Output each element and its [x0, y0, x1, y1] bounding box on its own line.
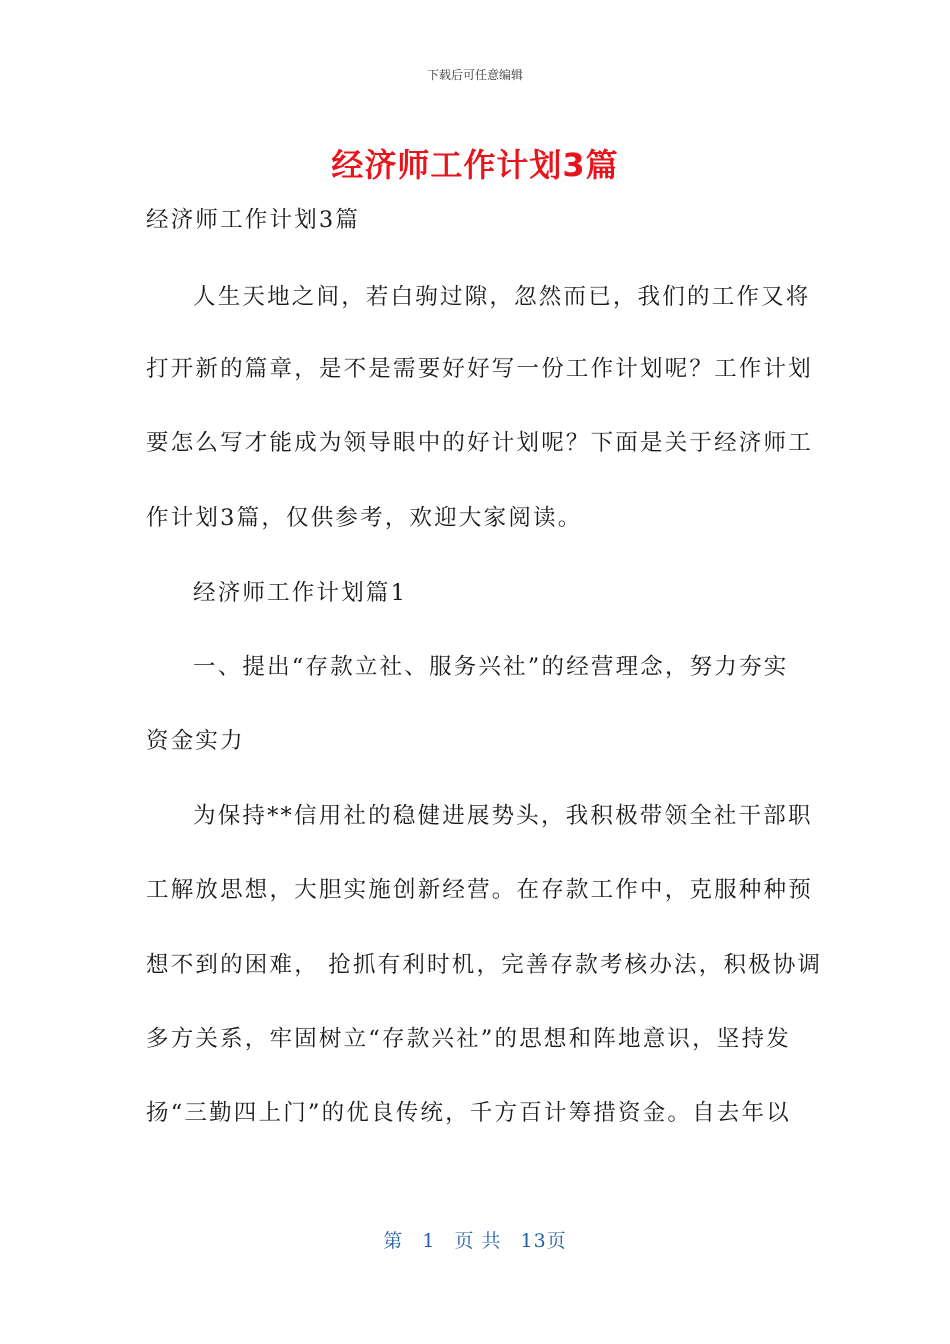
paragraph-line: 打开新的篇章，是不是需要好好写一份工作计划呢？工作计划 [146, 356, 813, 382]
paragraph-line: 人生天地之间，若白驹过隙，忽然而已，我们的工作又将 [193, 284, 811, 310]
footer-total-pages: 13页 [520, 1230, 567, 1252]
paragraph-line: 工解放思想，大胆实施创新经营。在存款工作中，克服种种预 [146, 877, 813, 903]
footer-current-page: 1 [422, 1230, 436, 1252]
paragraph-line: 要怎么写才能成为领导眼中的好计划呢？下面是关于经济师工 [146, 430, 813, 456]
paragraph-line: 想不到的困难， 抢抓有利时机，完善存款考核办法，积极协调 [146, 952, 823, 978]
paragraph-line: 多方关系，牢固树立“存款兴社”的思想和阵地意识，坚持发 [146, 1026, 791, 1052]
document-title: 经济师工作计划3篇 [331, 146, 619, 184]
paragraph-line: 扬“三勤四上门”的优良传统，千方百计筹措资金。自去年以 [146, 1100, 791, 1126]
paragraph-line: 作计划3篇，仅供参考，欢迎大家阅读。 [146, 505, 583, 531]
page-footer [0, 1226, 950, 1253]
footer-prefix: 第 [383, 1230, 404, 1252]
footer-middle: 页 共 [454, 1230, 502, 1252]
subtitle-line: 经济师工作计划3篇 [146, 207, 361, 233]
paragraph-line: 资金实力 [146, 728, 245, 754]
header-note: 下载后可任意编辑 [426, 68, 523, 82]
paragraph-line: 一、提出“存款立社、服务兴社”的经营理念，努力夯实 [193, 654, 789, 680]
paragraph-line: 为保持**信用社的稳健进展势头，我积极带领全社干部职 [193, 803, 813, 829]
section-heading: 经济师工作计划篇1 [193, 580, 408, 606]
